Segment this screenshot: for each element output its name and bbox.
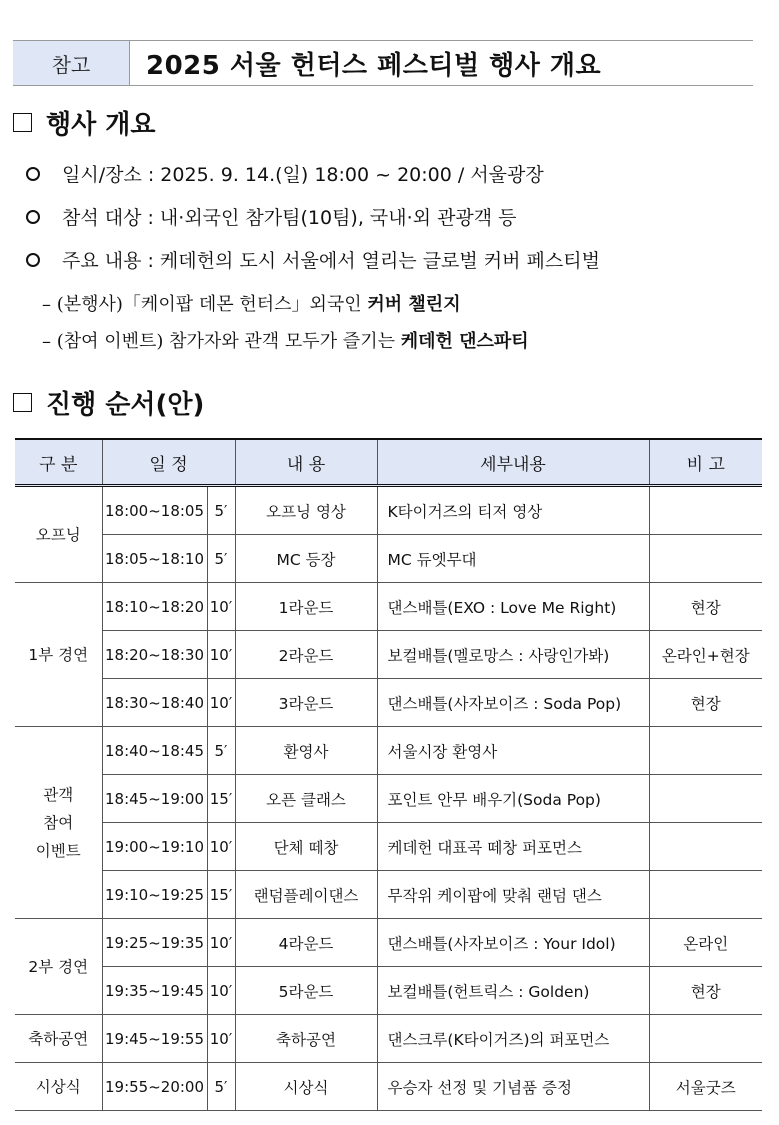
reference-tag: 참고 (13, 41, 130, 85)
cell-time: 18:20~18:30 (102, 631, 207, 679)
table-row (15, 775, 762, 823)
cell-detail: 우승자 선정 및 기념품 증정 (377, 1063, 649, 1111)
cell-content: 5라운드 (235, 967, 377, 1015)
bullet-text: 참석 대상 : 내·외국인 참가팀(10팀), 국내·외 관광객 등 (62, 207, 517, 229)
table-row (15, 679, 762, 727)
sub-item-participation-event (42, 327, 529, 353)
table-row (15, 1015, 762, 1063)
cell-time: 19:10~19:25 (102, 871, 207, 919)
column-header-content: 내 용 (235, 439, 377, 486)
cell-duration: 10′ (207, 631, 235, 679)
table-row (15, 871, 762, 919)
cell-content: 3라운드 (235, 679, 377, 727)
cell-time: 18:45~19:00 (102, 775, 207, 823)
cell-detail: K타이거즈의 티저 영상 (377, 486, 649, 535)
section-title: 진행 순서(안) (46, 390, 205, 420)
cell-content: 1라운드 (235, 583, 377, 631)
table-row (15, 967, 762, 1015)
bullet-attendees (26, 203, 517, 230)
cell-time: 19:45~19:55 (102, 1015, 207, 1063)
cell-note: 온라인+현장 (649, 631, 762, 679)
cell-duration: 5′ (207, 1063, 235, 1111)
cell-content: 환영사 (235, 727, 377, 775)
cell-content: MC 등장 (235, 535, 377, 583)
column-header-category: 구 분 (15, 439, 102, 486)
cell-time: 19:25~19:35 (102, 919, 207, 967)
sub-item-text: – (참여 이벤트) 참가자와 관객 모두가 즐기는 (42, 331, 401, 352)
cell-duration: 5′ (207, 486, 235, 535)
row-group-label: 시상식 (15, 1063, 102, 1111)
section-overview-heading (13, 104, 156, 141)
cell-duration: 10′ (207, 823, 235, 871)
cell-content: 4라운드 (235, 919, 377, 967)
row-group-label: 2부 경연 (15, 919, 102, 1015)
table-body (15, 486, 762, 1111)
table-row (15, 823, 762, 871)
cell-time: 19:00~19:10 (102, 823, 207, 871)
cell-detail: 포인트 안무 배우기(Soda Pop) (377, 775, 649, 823)
cell-note: 온라인 (649, 919, 762, 967)
cell-detail: 케데헌 대표곡 떼창 퍼포먼스 (377, 823, 649, 871)
row-group-label: 축하공연 (15, 1015, 102, 1063)
cell-content: 오픈 클래스 (235, 775, 377, 823)
sub-item-text: – (본행사)「케이팝 데몬 헌터스」외국인 (42, 294, 368, 315)
document-title-bar (13, 40, 753, 86)
column-header-note: 비 고 (649, 439, 762, 486)
cell-note (649, 1015, 762, 1063)
square-bullet-icon (13, 393, 32, 412)
table-row (15, 1063, 762, 1111)
sub-item-main-event (42, 290, 461, 316)
column-header-schedule: 일 정 (102, 439, 235, 486)
circle-bullet-icon (26, 167, 40, 181)
cell-detail: 댄스크루(K타이거즈)의 퍼포먼스 (377, 1015, 649, 1063)
square-bullet-icon (13, 113, 32, 132)
cell-time: 19:35~19:45 (102, 967, 207, 1015)
table-row (15, 727, 762, 775)
cell-content: 축하공연 (235, 1015, 377, 1063)
cell-note (649, 775, 762, 823)
cell-time: 18:00~18:05 (102, 486, 207, 535)
cell-duration: 15′ (207, 871, 235, 919)
cell-content: 단체 떼창 (235, 823, 377, 871)
bullet-datetime (26, 160, 544, 187)
cell-time: 18:10~18:20 (102, 583, 207, 631)
cell-detail: 서울시장 환영사 (377, 727, 649, 775)
cell-content: 랜덤플레이댄스 (235, 871, 377, 919)
cell-duration: 5′ (207, 535, 235, 583)
row-group-label: 1부 경연 (15, 583, 102, 727)
section-title: 행사 개요 (46, 110, 156, 140)
cell-duration: 15′ (207, 775, 235, 823)
bullet-text: 일시/장소 : 2025. 9. 14.(일) 18:00 ~ 20:00 / 서울광장 (62, 164, 544, 186)
cell-note: 현장 (649, 583, 762, 631)
row-group-label: 오프닝 (15, 486, 102, 583)
cell-detail: MC 듀엣무대 (377, 535, 649, 583)
cell-detail: 댄스배틀(사자보이즈 : Your Idol) (377, 919, 649, 967)
cell-duration: 10′ (207, 919, 235, 967)
cell-time: 19:55~20:00 (102, 1063, 207, 1111)
cell-note: 현장 (649, 679, 762, 727)
cell-detail: 댄스배틀(사자보이즈 : Soda Pop) (377, 679, 649, 727)
cell-content: 오프닝 영상 (235, 486, 377, 535)
cell-content: 2라운드 (235, 631, 377, 679)
cell-detail: 댄스배틀(EXO : Love Me Right) (377, 583, 649, 631)
cell-time: 18:40~18:45 (102, 727, 207, 775)
cell-detail: 무작위 케이팝에 맞춰 랜덤 댄스 (377, 871, 649, 919)
cell-time: 18:30~18:40 (102, 679, 207, 727)
cell-duration: 5′ (207, 727, 235, 775)
row-group-label: 관객 참여 이벤트 (15, 727, 102, 919)
cell-note (649, 823, 762, 871)
cell-note (649, 727, 762, 775)
sub-item-highlight: 커버 챌린지 (367, 294, 461, 315)
cell-note: 서울굿즈 (649, 1063, 762, 1111)
cell-note (649, 535, 762, 583)
cell-note (649, 486, 762, 535)
section-schedule-heading (13, 384, 204, 421)
cell-detail: 보컬배틀(멜로망스 : 사랑인가봐) (377, 631, 649, 679)
table-row (15, 535, 762, 583)
column-header-detail: 세부내용 (377, 439, 649, 486)
cell-detail: 보컬배틀(헌트릭스 : Golden) (377, 967, 649, 1015)
schedule-table (15, 438, 762, 1111)
cell-content: 시상식 (235, 1063, 377, 1111)
cell-note (649, 871, 762, 919)
cell-duration: 10′ (207, 583, 235, 631)
cell-time: 18:05~18:10 (102, 535, 207, 583)
table-row (15, 486, 762, 535)
sub-item-highlight: 케데헌 댄스파티 (400, 331, 529, 352)
cell-duration: 10′ (207, 679, 235, 727)
cell-note: 현장 (649, 967, 762, 1015)
cell-duration: 10′ (207, 1015, 235, 1063)
table-row (15, 583, 762, 631)
bullet-content (26, 246, 600, 273)
circle-bullet-icon (26, 253, 40, 267)
document-title: 2025 서울 헌터스 페스티벌 행사 개요 (146, 50, 602, 81)
table-row (15, 919, 762, 967)
table-header-row (15, 439, 762, 486)
circle-bullet-icon (26, 210, 40, 224)
bullet-text: 주요 내용 : 케데헌의 도시 서울에서 열리는 글로벌 커버 페스티벌 (62, 250, 600, 272)
table-row (15, 631, 762, 679)
cell-duration: 10′ (207, 967, 235, 1015)
